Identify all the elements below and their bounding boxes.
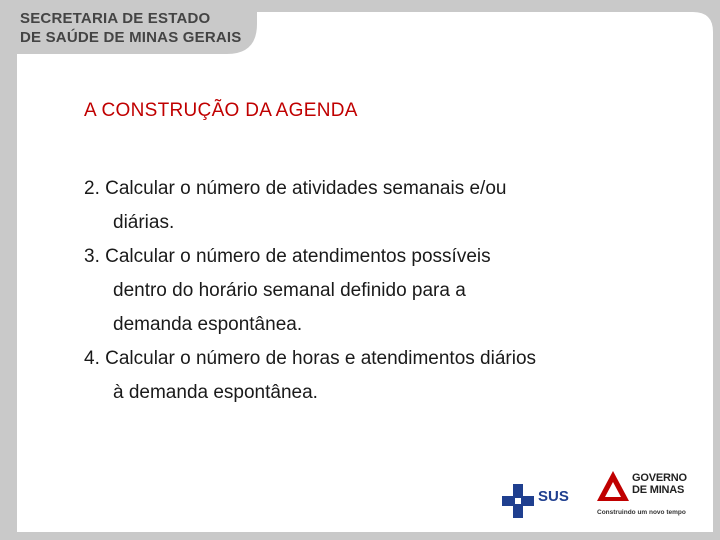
list-item <box>84 240 684 342</box>
gov-line-1: GOVERNO <box>632 472 687 484</box>
list-item-line: demanda espontânea. <box>113 314 303 335</box>
list-item-line: à demanda espontânea. <box>113 382 318 403</box>
list-item-line: dentro do horário semanal definido para a <box>113 280 466 301</box>
list-item-line: 2. Calcular o número de atividades semanais e/ou <box>84 178 507 199</box>
footer-logos <box>498 472 698 522</box>
gov-line-2: DE MINAS <box>632 484 685 496</box>
header-line-1: SECRETARIA DE ESTADO <box>20 10 211 27</box>
step-list <box>84 172 684 410</box>
sus-cross-icon <box>502 484 534 518</box>
list-item-line: diárias. <box>113 212 175 233</box>
organization-header <box>20 9 242 47</box>
governo-minas-logo <box>596 464 696 522</box>
list-item-line: 4. Calcular o número de horas e atendimentos diários <box>84 348 537 369</box>
sus-logo <box>498 472 588 522</box>
list-item <box>84 342 684 410</box>
minas-triangle-icon <box>596 470 630 502</box>
gov-slogan: Construindo um novo tempo <box>597 509 686 516</box>
slide-title: A CONSTRUÇÃO DA AGENDA <box>84 100 358 121</box>
list-item-line: 3. Calcular o número de atendimentos possíveis <box>84 246 491 267</box>
sus-label: SUS <box>538 488 569 505</box>
header-line-2: DE SAÚDE DE MINAS GERAIS <box>20 29 242 46</box>
list-item <box>84 172 684 240</box>
